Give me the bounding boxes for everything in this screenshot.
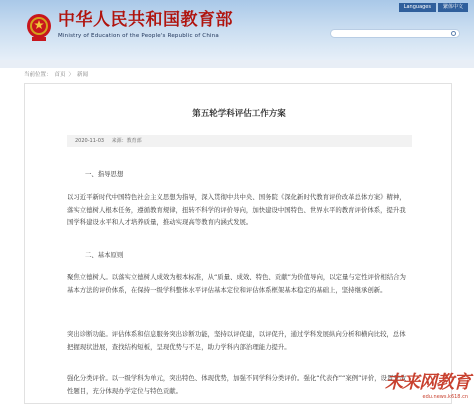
- site-subtitle: Ministry of Education of the People's Republic of China: [58, 33, 219, 39]
- section-paragraph: 突出诊断功能。评估体系和信息服务突出诊断功能，坚持以评促建，以评促升，通过学科发展纵向分析和横向比较，总体把握现状进展，查找结构短板，呈现优势与不足，助力学科内部治理能力提升。: [67, 330, 406, 351]
- language-bar: [399, 3, 468, 12]
- article-source: 来源：教育部: [111, 138, 142, 144]
- breadcrumb-home[interactable]: 首页: [54, 72, 66, 78]
- languages-link[interactable]: Languages: [399, 3, 436, 12]
- watermark-text: 未来网教育: [385, 372, 470, 393]
- article-meta: [67, 135, 412, 147]
- section-heading: 一、指导思想: [85, 170, 124, 178]
- traditional-chinese-link[interactable]: 繁体中文: [438, 3, 468, 12]
- section-paragraph: 强化分类评价。以一级学科为单元，突出特色、体现优势，加强不同学科分类评价。强化“代表作”“案例”评价，设置开放性题目，充分体现办学定位与特色贡献。: [67, 374, 407, 395]
- breadcrumb-separator: 〉: [68, 72, 75, 78]
- section-heading: 二、基本原则: [85, 251, 124, 259]
- breadcrumb-news[interactable]: 新闻: [77, 72, 89, 78]
- breadcrumb-label: 当前位置：: [24, 72, 52, 78]
- breadcrumb: [24, 70, 88, 80]
- nav-strip: [0, 60, 474, 68]
- section-paragraph: 以习近平新时代中国特色社会主义思想为指导，深入贯彻中共中央、国务院《深化新时代教育评价改革总体方案》精神，落实立德树人根本任务，遵循教育规律，扭转不科学的评价导向，加快建设中国特色、世界水平的教育评价体系，提升我国学科建设水平和人才培养质量，推动实现高等教育内涵式发展。: [67, 193, 406, 227]
- search-icon[interactable]: [451, 31, 456, 36]
- article-panel: [24, 83, 452, 404]
- search-input[interactable]: [330, 29, 460, 38]
- site-title[interactable]: 中华人民共和国教育部: [58, 10, 233, 30]
- watermark-logo: [368, 372, 470, 402]
- site-header: [0, 0, 474, 60]
- national-emblem-icon[interactable]: [26, 12, 52, 42]
- watermark-url: edu.news.k618.cn: [422, 394, 468, 400]
- article-title: 第五轮学科评估工作方案: [192, 109, 286, 119]
- article-date: 2020-11-03: [75, 138, 105, 144]
- section-paragraph: 聚焦立德树人。以落实立德树人成效为根本标准，从“质量、成效、特色、贡献”为价值导向，以定量与定性评价相结合为基本方法的评价体系，在保持一级学科整体水平评估基本定位和评估体系框架基本稳定的基础上，坚持继承创新。: [67, 273, 406, 294]
